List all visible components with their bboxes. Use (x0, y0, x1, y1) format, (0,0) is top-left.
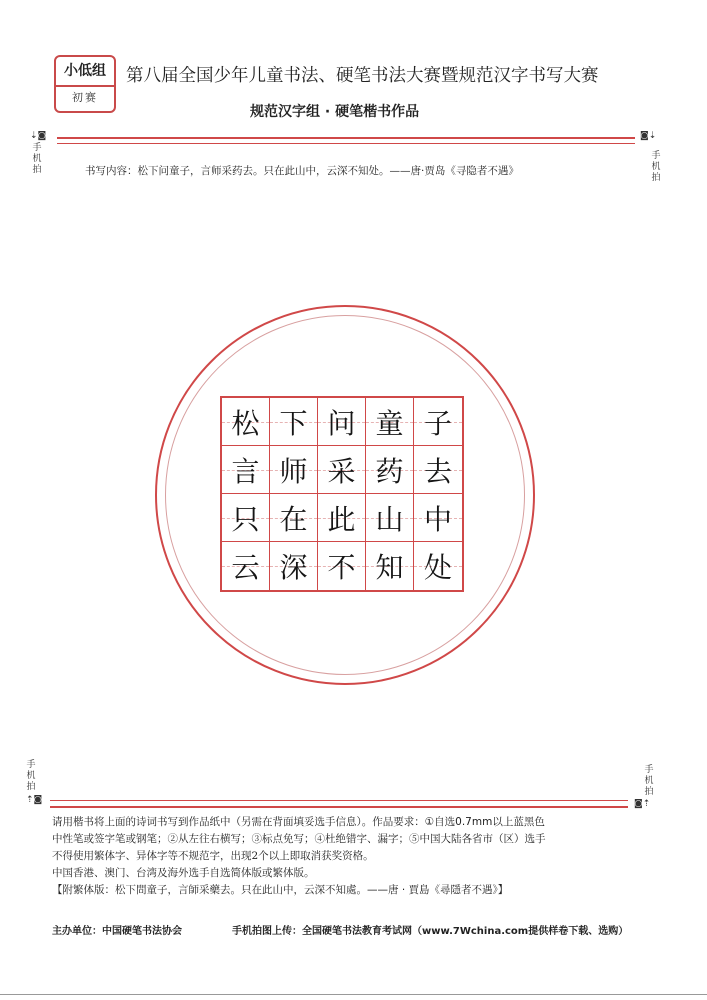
handwritten-char: 下 (279, 406, 308, 440)
phone-shot-label: 手机拍 (651, 151, 661, 183)
grid-cell (366, 398, 414, 446)
handwritten-char: 采 (327, 454, 356, 488)
camera-icon: ⇡◙ (26, 795, 43, 805)
camera-icon: ◙⇣ (640, 131, 657, 141)
handwritten-char: 深 (279, 551, 308, 584)
handwritten-char: 在 (279, 502, 308, 536)
writing-content: 书写内容：松下问童子，言师采药去。只在此山中，云深不知处。——唐·贾岛《寻隐者不遇》 (85, 165, 519, 177)
handwritten-char: 处 (423, 551, 452, 584)
phone-shot-label: 手机拍 (26, 760, 36, 792)
handwritten-char: 问 (327, 406, 356, 440)
grid-cell (366, 446, 414, 494)
handwritten-char: 童 (375, 406, 404, 440)
handwritten-char: 只 (231, 502, 260, 536)
handwritten-char: 不 (327, 551, 356, 584)
grid-cell (366, 542, 414, 590)
round-label: 初赛 (72, 91, 98, 104)
writing-grid (220, 396, 464, 592)
instruction-line: 中国香港、澳门、台湾及海外选手自选简体版或繁体版。 (52, 867, 315, 879)
handwritten-char: 子 (423, 406, 452, 440)
grid-cell (414, 446, 462, 494)
traditional-version: 【附繁体版：松下問童子，言師采藥去。只在此山中，云深不知處。——唐 · 賈島《尋隱者不遇》】 (52, 884, 509, 896)
grid-cell (318, 494, 366, 542)
camera-icon: ⇣◙ (30, 131, 47, 141)
organizer: 主办单位：中国硬笔书法协会 (52, 926, 182, 937)
grid-cell (318, 542, 366, 590)
grid-cell (414, 398, 462, 446)
handwritten-char: 此 (327, 502, 356, 536)
upload-info: 手机拍图上传：全国硬笔书法教育考试网（www.7Wchina.com提供样卷下载、选购） (232, 926, 629, 937)
grid-cell (222, 446, 270, 494)
camera-icon: ◙⇡ (634, 799, 651, 809)
bottom-rule-lower (50, 806, 628, 808)
page-subtitle: 规范汉字组 · 硬笔楷书作品 (250, 104, 420, 120)
grid-cell (222, 494, 270, 542)
instruction-line: 不得使用繁体字、异体字等不规范字，出现2个以上即取消获奖资格。 (52, 850, 374, 862)
grid-cell (270, 494, 318, 542)
grid-cell (414, 494, 462, 542)
top-rule-upper (57, 137, 635, 139)
handwritten-char: 言 (231, 454, 260, 488)
instructions (52, 814, 652, 899)
grid-cell (318, 398, 366, 446)
grid-cell (270, 398, 318, 446)
group-label: 小低组 (56, 57, 114, 87)
top-rule-lower (57, 143, 635, 144)
instruction-line: 请用楷书将上面的诗词书写到作品纸中（另需在背面填妥选手信息）。作品要求：①自选0.7mm以上蓝黑色 (52, 816, 545, 828)
bottom-edge-line (0, 994, 707, 995)
phone-shot-label: 手机拍 (644, 765, 654, 797)
grid-cell (222, 542, 270, 590)
grid-cell (222, 398, 270, 446)
handwritten-char: 师 (279, 454, 308, 488)
group-badge (54, 55, 116, 113)
phone-shot-label: 手机拍 (32, 143, 42, 175)
instruction-line: 中性笔或签字笔或钢笔；②从左往右横写；③标点免写；④杜绝错字、漏字；⑤中国大陆各省市（区）选手 (52, 833, 546, 845)
handwritten-char: 知 (375, 551, 404, 584)
handwritten-char: 云 (231, 551, 260, 584)
handwritten-char: 中 (423, 502, 452, 536)
handwritten-char: 药 (375, 454, 404, 488)
page-title: 第八届全国少年儿童书法、硬笔书法大赛暨规范汉字书写大赛 (126, 66, 599, 86)
grid-cell (318, 446, 366, 494)
bottom-rule-upper (50, 800, 628, 801)
handwritten-char: 去 (423, 454, 452, 488)
grid-cell (270, 446, 318, 494)
handwritten-char: 松 (231, 406, 260, 440)
grid-cell (270, 542, 318, 590)
grid-cell (366, 494, 414, 542)
handwritten-char: 山 (375, 502, 404, 536)
grid-cell (414, 542, 462, 590)
